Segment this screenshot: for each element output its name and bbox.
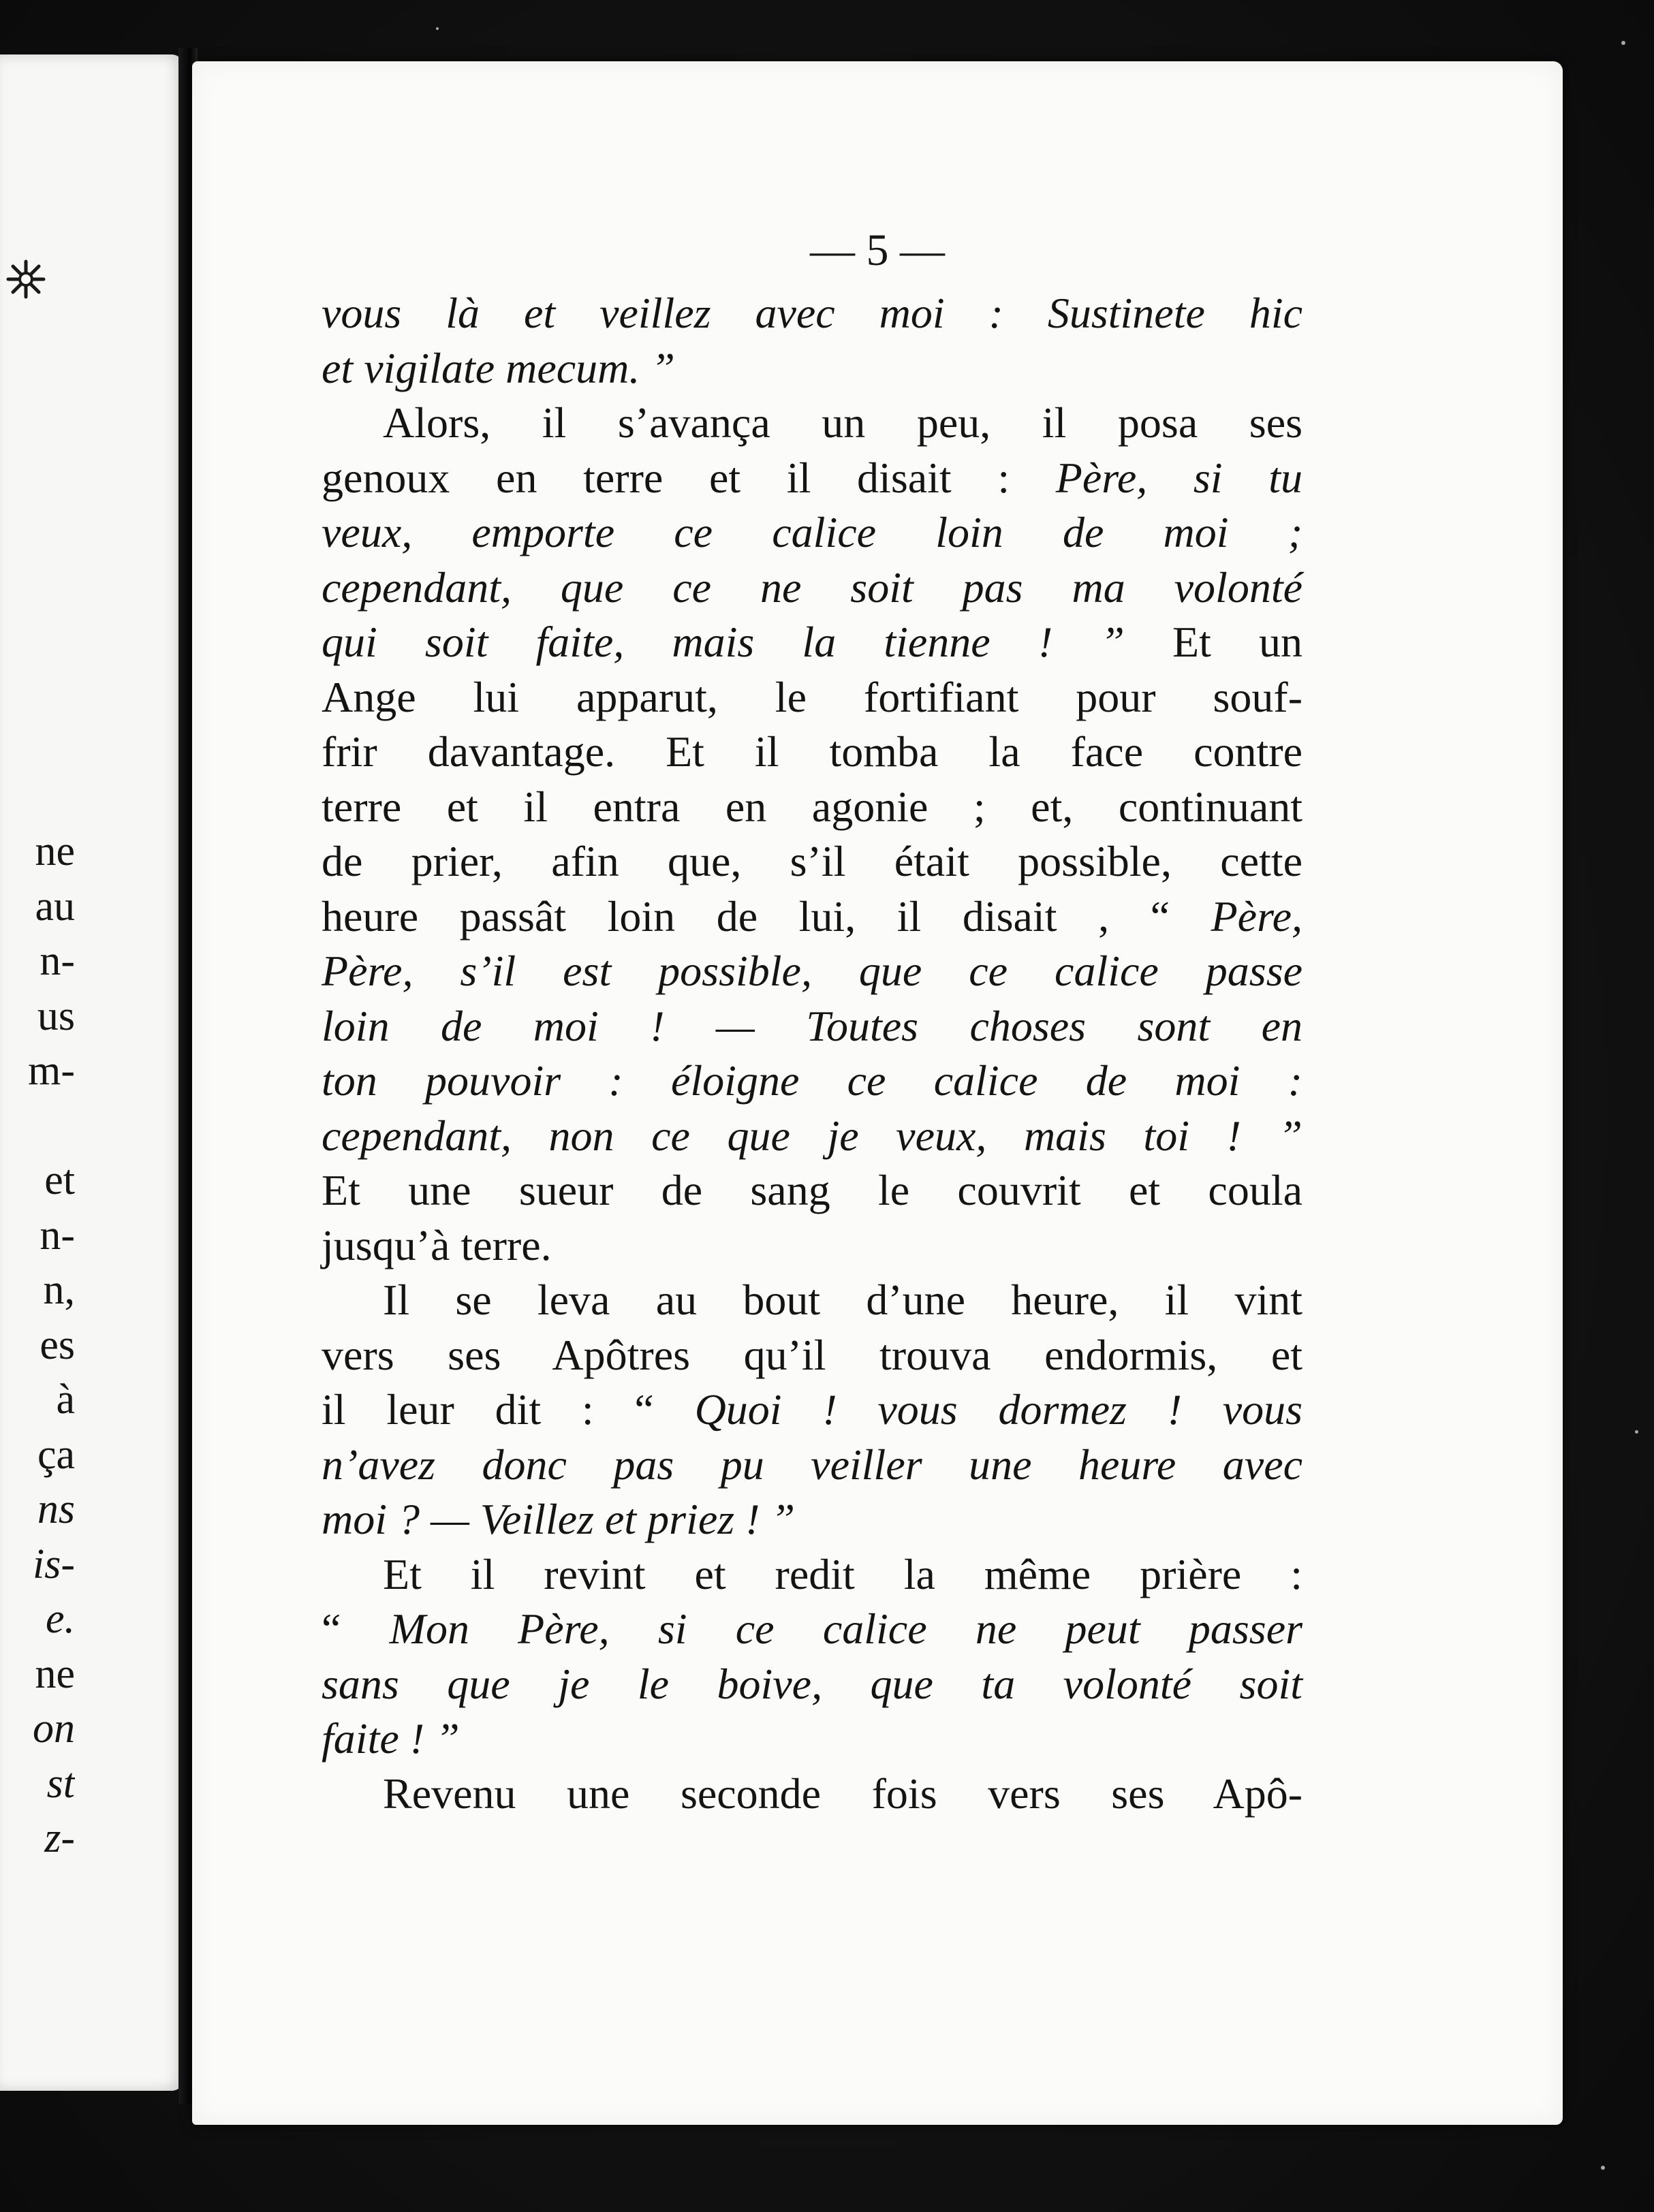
italic-text-segment: Père, si tu xyxy=(1055,453,1303,502)
text-line xyxy=(322,1328,1302,1383)
text-line xyxy=(322,999,1302,1054)
italic-text-segment: sans que je le boive, que ta volonté soit xyxy=(322,1659,1302,1708)
left-page-fragment: au xyxy=(35,883,75,930)
text-line xyxy=(322,725,1302,780)
left-page-fragment: e. xyxy=(45,1596,75,1642)
left-page-fragment: n- xyxy=(40,938,75,984)
left-page-fragment: on xyxy=(33,1705,75,1752)
text-line xyxy=(322,1602,1302,1657)
left-page-fragment: et xyxy=(44,1157,75,1203)
text-segment: Il se leva au bout d’une heure, il vint xyxy=(383,1276,1302,1324)
text-segment: Et il revint et redit la même prière : xyxy=(383,1549,1302,1598)
left-facing-page xyxy=(0,54,184,2091)
left-page-fragment: m- xyxy=(28,1047,75,1094)
italic-text-segment: faite ! ” xyxy=(322,1714,460,1763)
text-line xyxy=(322,1438,1302,1493)
italic-text-segment: moi ? — Veillez et priez ! ” xyxy=(322,1495,796,1543)
italic-text-segment: n’avez donc pas pu veiller une heure avec xyxy=(322,1440,1302,1489)
left-page-fragment: ne xyxy=(35,828,75,874)
left-page-fragment: n- xyxy=(40,1212,75,1259)
left-page-fragment: ne xyxy=(35,1650,75,1697)
text-segment: Revenu une seconde fois vers ses Apô- xyxy=(383,1769,1302,1818)
italic-text-segment: Mon Père, si ce calice ne peut passer xyxy=(389,1605,1303,1653)
text-line xyxy=(322,1163,1302,1218)
italic-text-segment: vous là et veillez avec moi : Sustinete hic xyxy=(322,289,1302,337)
text-line xyxy=(322,560,1302,616)
left-page-fragment: ça xyxy=(37,1431,75,1478)
text-line xyxy=(322,1711,1302,1767)
text-line xyxy=(322,1382,1302,1438)
left-page-text-fragments xyxy=(0,824,75,1866)
italic-text-segment: Père, xyxy=(1211,891,1302,941)
italic-text-segment: et vigilate mecum. ” xyxy=(322,343,675,392)
text-segment: Ange lui apparut, le fortifiant pour souf- xyxy=(322,672,1302,721)
text-line xyxy=(322,451,1302,506)
text-segment: “ xyxy=(322,1605,390,1653)
italic-text-segment: veux, emporte ce calice loin de moi ; xyxy=(322,508,1302,556)
text-line xyxy=(322,1492,1302,1547)
italic-text-segment: qui soit faite, mais la tienne ! ” xyxy=(322,618,1125,666)
left-page-fragment: à xyxy=(56,1376,75,1423)
italic-text-segment: ton pouvoir : éloigne ce calice de moi : xyxy=(322,1056,1302,1105)
left-page-fragment: z- xyxy=(44,1815,75,1861)
text-line xyxy=(322,889,1302,945)
text-line xyxy=(322,341,1302,396)
text-segment: il leur dit : “ xyxy=(322,1385,695,1434)
dust-speck xyxy=(436,27,439,30)
right-page xyxy=(192,61,1563,2125)
text-line xyxy=(322,1109,1302,1164)
text-segment: genoux en terre et il disait : xyxy=(322,453,1056,502)
dust-speck xyxy=(1635,1430,1638,1434)
text-segment: jusqu’à terre. xyxy=(322,1220,552,1269)
dust-speck xyxy=(1621,41,1625,45)
text-segment: frir davantage. Et il tomba la face contre xyxy=(322,727,1302,776)
text-line xyxy=(322,780,1302,835)
text-segment: de prier, afin que, s’il était possible, cette xyxy=(322,837,1302,885)
text-segment: Et un xyxy=(1124,618,1303,666)
text-segment: vers ses Apôtres qu’il trouva endormis, et xyxy=(322,1330,1302,1379)
italic-text-segment: Quoi ! vous dormez ! vous xyxy=(694,1385,1302,1434)
page-body-text xyxy=(322,286,1302,1821)
left-page-fragment xyxy=(0,1099,75,1154)
text-line xyxy=(322,1218,1302,1274)
left-page-fragment: es xyxy=(40,1321,75,1368)
asterisk-flower-icon xyxy=(5,259,46,300)
text-line xyxy=(322,944,1302,999)
left-page-fragment: is- xyxy=(33,1540,75,1587)
left-page-fragment: us xyxy=(37,992,75,1039)
text-line xyxy=(322,670,1302,725)
italic-text-segment: cependant, que ce ne soit pas ma volonté xyxy=(322,563,1302,612)
text-segment: Alors, il s’avança un peu, il posa ses xyxy=(383,398,1302,447)
text-line xyxy=(322,1547,1302,1602)
left-page-fragment: st xyxy=(46,1760,75,1807)
left-page-fragment: n, xyxy=(43,1267,75,1313)
italic-text-segment: cependant, non ce que je veux, mais toi ! ” xyxy=(322,1111,1302,1160)
text-segment: terre et il entra en agonie ; et, continuant xyxy=(322,782,1302,831)
italic-text-segment: Père, s’il est possible, que ce calice passe xyxy=(322,947,1302,995)
text-line xyxy=(322,396,1302,451)
dust-speck xyxy=(1601,2166,1605,2170)
text-line xyxy=(322,1657,1302,1712)
text-line xyxy=(322,1054,1302,1109)
text-line xyxy=(322,286,1302,341)
text-line xyxy=(322,1273,1302,1328)
text-segment: heure passât loin de lui, il disait , “ xyxy=(322,891,1211,941)
italic-text-segment: loin de moi ! — Toutes choses sont en xyxy=(322,1001,1302,1050)
text-segment: Et une sueur de sang le couvrit et coula xyxy=(322,1166,1302,1214)
text-line xyxy=(322,615,1302,670)
text-line xyxy=(322,505,1302,560)
text-line xyxy=(322,1767,1302,1822)
text-line xyxy=(322,834,1302,889)
page-number: — 5 — xyxy=(810,225,945,275)
left-page-fragment: ns xyxy=(37,1486,75,1532)
